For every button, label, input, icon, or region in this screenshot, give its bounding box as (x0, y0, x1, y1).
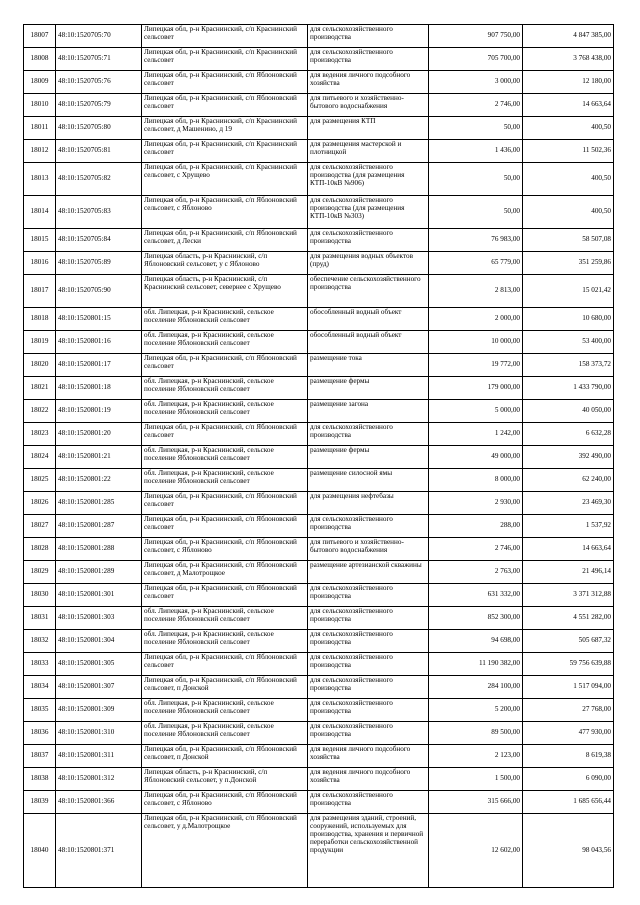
row-number-cell: 18018 (24, 308, 56, 331)
area-cell: 284 100,00 (429, 676, 523, 699)
area-cell: 1 242,00 (429, 423, 523, 446)
row-number-cell: 18008 (24, 48, 56, 71)
address-cell: Липецкая область, р-н Краснинский, с/п Яблоновский сельсовет, у с Яблоново (142, 252, 308, 275)
area-cell: 2 763,00 (429, 561, 523, 584)
permitted-use-cell: размещение загона (308, 400, 429, 423)
table-row (24, 492, 614, 515)
permitted-use-cell: для размещения водных объектов (пруд) (308, 252, 429, 275)
permitted-use-cell: для ведения личного подсобного хозяйства (308, 71, 429, 94)
table-row (24, 469, 614, 492)
table-row (24, 561, 614, 584)
cadastral-value-cell: 58 507,08 (523, 229, 614, 252)
permitted-use-cell: для сельскохозяйственного производства (308, 607, 429, 630)
address-cell: обл. Липецкая, р-н Краснинский, сельское поселение Яблоновский сельсовет (142, 308, 308, 331)
table-row (24, 722, 614, 745)
cadastral-value-cell: 40 050,00 (523, 400, 614, 423)
cadastral-value-cell: 3 768 438,00 (523, 48, 614, 71)
cadastral-number-cell: 48:10:1520801:312 (56, 768, 142, 791)
cadastral-value-cell: 98 043,56 (523, 814, 614, 888)
address-cell: обл. Липецкая, р-н Краснинский, сельское поселение Яблоновский сельсовет (142, 630, 308, 653)
table-row (24, 308, 614, 331)
address-cell: Липецкая обл, р-н Краснинский, с/п Яблоновский сельсовет, с Яблоново (142, 791, 308, 814)
address-cell: обл. Липецкая, р-н Краснинский, сельское поселение Яблоновский сельсовет (142, 607, 308, 630)
permitted-use-cell: для сельскохозяйственного производства (308, 584, 429, 607)
table-row (24, 354, 614, 377)
address-cell: обл. Липецкая, р-н Краснинский, сельское поселение Яблоновский сельсовет (142, 446, 308, 469)
address-cell: Липецкая обл, р-н Краснинский, с/п Яблоновский сельсовет (142, 584, 308, 607)
permitted-use-cell: для сельскохозяйственного производства (для размещения КТП-10кВ №303) (308, 196, 429, 229)
address-cell: Липецкая область, р-н Краснинский, с/п Яблоновский сельсовет, у п.Донской (142, 768, 308, 791)
table-row (24, 94, 614, 117)
area-cell: 19 772,00 (429, 354, 523, 377)
address-cell: Липецкая обл, р-н Краснинский, с/п Яблоновский сельсовет (142, 94, 308, 117)
area-cell: 8 000,00 (429, 469, 523, 492)
permitted-use-cell: для сельскохозяйственного производства (308, 515, 429, 538)
cadastral-value-cell: 59 756 639,88 (523, 653, 614, 676)
cadastral-value-cell: 21 496,14 (523, 561, 614, 584)
area-cell: 907 750,00 (429, 25, 523, 48)
permitted-use-cell: обеспечение сельскохозяйственного производства (308, 275, 429, 308)
row-number-cell: 18010 (24, 94, 56, 117)
row-number-cell: 18036 (24, 722, 56, 745)
cadastral-number-cell: 48:10:1520801:17 (56, 354, 142, 377)
address-cell: Липецкая обл, р-н Краснинский, с/п Яблоновский сельсовет (142, 423, 308, 446)
row-number-cell: 18032 (24, 630, 56, 653)
row-number-cell: 18034 (24, 676, 56, 699)
row-number-cell: 18026 (24, 492, 56, 515)
address-cell: Липецкая обл, р-н Краснинский, с/п Яблоновский сельсовет, с Яблоново (142, 196, 308, 229)
row-number-cell: 18023 (24, 423, 56, 446)
row-number-cell: 18014 (24, 196, 56, 229)
table-row (24, 252, 614, 275)
cadastral-number-cell: 48:10:1520801:309 (56, 699, 142, 722)
cadastral-number-cell: 48:10:1520801:307 (56, 676, 142, 699)
permitted-use-cell: для сельскохозяйственного производства (308, 630, 429, 653)
area-cell: 50,00 (429, 117, 523, 140)
permitted-use-cell: обособленный водный объект (308, 331, 429, 354)
row-number-cell: 18019 (24, 331, 56, 354)
cadastral-number-cell: 48:10:1520705:89 (56, 252, 142, 275)
cadastral-value-cell: 1 685 656,44 (523, 791, 614, 814)
row-number-cell: 18033 (24, 653, 56, 676)
permitted-use-cell: для ведения личного подсобного хозяйства (308, 745, 429, 768)
permitted-use-cell: для сельскохозяйственного производства (308, 699, 429, 722)
area-cell: 852 300,00 (429, 607, 523, 630)
table-row (24, 423, 614, 446)
area-cell: 3 000,00 (429, 71, 523, 94)
permitted-use-cell: для ведения личного подсобного хозяйства (308, 768, 429, 791)
cadastral-number-cell: 48:10:1520801:21 (56, 446, 142, 469)
cadastral-number-cell: 48:10:1520801:371 (56, 814, 142, 888)
cadastral-value-cell: 392 490,00 (523, 446, 614, 469)
permitted-use-cell: размещение артезианской скважины (308, 561, 429, 584)
address-cell: Липецкая обл, р-н Краснинский, с/п Яблоновский сельсовет, п Донской (142, 745, 308, 768)
address-cell: Липецкая обл, р-н Краснинский, с/п Яблоновский сельсовет, у д.Малотрощкое (142, 814, 308, 888)
row-number-cell: 18013 (24, 163, 56, 196)
row-number-cell: 18017 (24, 275, 56, 308)
table-row (24, 117, 614, 140)
table-row (24, 607, 614, 630)
permitted-use-cell: для размещения КТП (308, 117, 429, 140)
cadastral-value-cell: 4 551 282,00 (523, 607, 614, 630)
permitted-use-cell: для размещения нефтебазы (308, 492, 429, 515)
permitted-use-cell: для сельскохозяйственного производства (308, 48, 429, 71)
cadastral-value-cell: 53 400,00 (523, 331, 614, 354)
row-number-cell: 18037 (24, 745, 56, 768)
cadastral-value-cell: 14 663,64 (523, 94, 614, 117)
row-number-cell: 18038 (24, 768, 56, 791)
row-number-cell: 18012 (24, 140, 56, 163)
address-cell: Липецкая обл, р-н Краснинский, с/п Краснинский сельсовет (142, 48, 308, 71)
row-number-cell: 18021 (24, 377, 56, 400)
area-cell: 315 666,00 (429, 791, 523, 814)
permitted-use-cell: для сельскохозяйственного производства (для размещения КТП-10кВ №906) (308, 163, 429, 196)
cadastral-number-cell: 48:10:1520705:79 (56, 94, 142, 117)
address-cell: Липецкая обл, р-н Краснинский, с/п Яблоновский сельсовет, д Малотрощкое (142, 561, 308, 584)
row-number-cell: 18015 (24, 229, 56, 252)
cadastral-number-cell: 48:10:1520801:15 (56, 308, 142, 331)
permitted-use-cell: для сельскохозяйственного производства (308, 423, 429, 446)
row-number-cell: 18035 (24, 699, 56, 722)
table-row (24, 538, 614, 561)
row-number-cell: 18011 (24, 117, 56, 140)
cadastral-value-cell: 505 687,32 (523, 630, 614, 653)
address-cell: обл. Липецкая, р-н Краснинский, сельское поселение Яблоновский сельсовет (142, 469, 308, 492)
address-cell: обл. Липецкая, р-н Краснинский, сельское поселение Яблоновский сельсовет (142, 331, 308, 354)
permitted-use-cell: для питьевого и хозяйственно-бытового водоснабжения (308, 538, 429, 561)
table-row (24, 140, 614, 163)
address-cell: Липецкая область, р-н Краснинский, с/п Краснинский сельсовет, севернее с Хрущево (142, 275, 308, 308)
cadastral-value-cell: 14 663,64 (523, 538, 614, 561)
permitted-use-cell: обособленный водный объект (308, 308, 429, 331)
table-row (24, 377, 614, 400)
row-number-cell: 18029 (24, 561, 56, 584)
table-row (24, 229, 614, 252)
permitted-use-cell: для размещения мастерской и плотницкой (308, 140, 429, 163)
permitted-use-cell: размещение фермы (308, 377, 429, 400)
table-row (24, 331, 614, 354)
cadastral-value-cell: 400,50 (523, 163, 614, 196)
table-row (24, 48, 614, 71)
permitted-use-cell: для сельскохозяйственного производства (308, 229, 429, 252)
cadastral-number-cell: 48:10:1520801:22 (56, 469, 142, 492)
permitted-use-cell: для сельскохозяйственного производства (308, 653, 429, 676)
row-number-cell: 18027 (24, 515, 56, 538)
address-cell: Липецкая обл, р-н Краснинский, с/п Яблоновский сельсовет (142, 354, 308, 377)
cadastral-value-cell: 6 632,28 (523, 423, 614, 446)
cadastral-value-cell: 158 373,72 (523, 354, 614, 377)
cadastral-number-cell: 48:10:1520705:76 (56, 71, 142, 94)
table-row (24, 745, 614, 768)
cadastral-value-cell: 4 847 385,00 (523, 25, 614, 48)
address-cell: Липецкая обл, р-н Краснинский, с/п Яблоновский сельсовет (142, 653, 308, 676)
cadastral-number-cell: 48:10:1520705:90 (56, 275, 142, 308)
address-cell: Липецкая обл, р-н Краснинский, с/п Яблоновский сельсовет, д Лески (142, 229, 308, 252)
area-cell: 50,00 (429, 163, 523, 196)
address-cell: Липецкая обл, р-н Краснинский, с/п Яблоновский сельсовет (142, 71, 308, 94)
cadastral-number-cell: 48:10:1520801:311 (56, 745, 142, 768)
row-number-cell: 18016 (24, 252, 56, 275)
cadastral-number-cell: 48:10:1520801:285 (56, 492, 142, 515)
land-plots-table (23, 24, 614, 888)
cadastral-number-cell: 48:10:1520801:287 (56, 515, 142, 538)
row-number-cell: 18039 (24, 791, 56, 814)
cadastral-value-cell: 3 371 312,88 (523, 584, 614, 607)
cadastral-number-cell: 48:10:1520801:20 (56, 423, 142, 446)
area-cell: 94 698,00 (429, 630, 523, 653)
cadastral-value-cell: 11 502,36 (523, 140, 614, 163)
permitted-use-cell: размещение силосной ямы (308, 469, 429, 492)
row-number-cell: 18031 (24, 607, 56, 630)
address-cell: обл. Липецкая, р-н Краснинский, сельское поселение Яблоновский сельсовет (142, 400, 308, 423)
cadastral-number-cell: 48:10:1520801:303 (56, 607, 142, 630)
table-row (24, 163, 614, 196)
permitted-use-cell: размещение фермы (308, 446, 429, 469)
area-cell: 50,00 (429, 196, 523, 229)
row-number-cell: 18020 (24, 354, 56, 377)
cadastral-number-cell: 48:10:1520705:71 (56, 48, 142, 71)
row-number-cell: 18022 (24, 400, 56, 423)
cadastral-value-cell: 62 240,00 (523, 469, 614, 492)
permitted-use-cell: размещение тока (308, 354, 429, 377)
address-cell: Липецкая обл, р-н Краснинский, с/п Краснинский сельсовет (142, 140, 308, 163)
permitted-use-cell: для сельскохозяйственного производства (308, 25, 429, 48)
cadastral-value-cell: 400,50 (523, 117, 614, 140)
area-cell: 179 000,00 (429, 377, 523, 400)
cadastral-number-cell: 48:10:1520801:19 (56, 400, 142, 423)
cadastral-value-cell: 400,50 (523, 196, 614, 229)
cadastral-number-cell: 48:10:1520801:366 (56, 791, 142, 814)
address-cell: обл. Липецкая, р-н Краснинский, сельское поселение Яблоновский сельсовет (142, 722, 308, 745)
row-number-cell: 18025 (24, 469, 56, 492)
area-cell: 2 930,00 (429, 492, 523, 515)
area-cell: 2 813,00 (429, 275, 523, 308)
address-cell: Липецкая обл, р-н Краснинский, с/п Краснинский сельсовет (142, 25, 308, 48)
permitted-use-cell: для сельскохозяйственного производства (308, 722, 429, 745)
address-cell: Липецкая обл, р-н Краснинский, с/п Краснинский сельсовет, с Хрущево (142, 163, 308, 196)
table-row (24, 630, 614, 653)
row-number-cell: 18040 (24, 814, 56, 888)
cadastral-value-cell: 15 021,42 (523, 275, 614, 308)
cadastral-number-cell: 48:10:1520705:70 (56, 25, 142, 48)
table-row (24, 25, 614, 48)
cadastral-number-cell: 48:10:1520801:305 (56, 653, 142, 676)
address-cell: обл. Липецкая, р-н Краснинский, сельское поселение Яблоновский сельсовет (142, 699, 308, 722)
area-cell: 12 602,00 (429, 814, 523, 888)
row-number-cell: 18007 (24, 25, 56, 48)
cadastral-number-cell: 48:10:1520801:301 (56, 584, 142, 607)
area-cell: 2 123,00 (429, 745, 523, 768)
cadastral-value-cell: 12 180,00 (523, 71, 614, 94)
table-row (24, 275, 614, 308)
cadastral-value-cell: 10 680,00 (523, 308, 614, 331)
area-cell: 10 000,00 (429, 331, 523, 354)
address-cell: обл. Липецкая, р-н Краснинский, сельское поселение Яблоновский сельсовет (142, 377, 308, 400)
area-cell: 2 746,00 (429, 538, 523, 561)
area-cell: 1 500,00 (429, 768, 523, 791)
address-cell: Липецкая обл, р-н Краснинский, с/п Яблоновский сельсовет (142, 515, 308, 538)
address-cell: Липецкая обл, р-н Краснинский, с/п Яблоновский сельсовет, с Яблоново (142, 538, 308, 561)
cadastral-value-cell: 27 768,00 (523, 699, 614, 722)
cadastral-number-cell: 48:10:1520801:16 (56, 331, 142, 354)
area-cell: 1 436,00 (429, 140, 523, 163)
cadastral-value-cell: 477 930,00 (523, 722, 614, 745)
cadastral-number-cell: 48:10:1520705:83 (56, 196, 142, 229)
cadastral-value-cell: 8 619,38 (523, 745, 614, 768)
area-cell: 705 700,00 (429, 48, 523, 71)
area-cell: 631 332,00 (429, 584, 523, 607)
area-cell: 5 200,00 (429, 699, 523, 722)
address-cell: Липецкая обл, р-н Краснинский, с/п Яблоновский сельсовет, п Донской (142, 676, 308, 699)
table-row (24, 699, 614, 722)
cadastral-number-cell: 48:10:1520705:84 (56, 229, 142, 252)
table-row (24, 814, 614, 888)
area-cell: 65 779,00 (429, 252, 523, 275)
table-row (24, 584, 614, 607)
row-number-cell: 18009 (24, 71, 56, 94)
row-number-cell: 18024 (24, 446, 56, 469)
cadastral-value-cell: 23 469,30 (523, 492, 614, 515)
permitted-use-cell: для размещения зданий, строений, сооружений, используемых для производства, хранения и первичной переработки сельскохозяйственной продукции (308, 814, 429, 888)
table-row (24, 653, 614, 676)
table-row (24, 791, 614, 814)
cadastral-number-cell: 48:10:1520801:304 (56, 630, 142, 653)
permitted-use-cell: для сельскохозяйственного производства (308, 676, 429, 699)
cadastral-number-cell: 48:10:1520705:81 (56, 140, 142, 163)
cadastral-number-cell: 48:10:1520705:80 (56, 117, 142, 140)
permitted-use-cell: для питьевого и хозяйственно-бытового водоснабжения (308, 94, 429, 117)
table-row (24, 768, 614, 791)
table-row (24, 196, 614, 229)
cadastral-value-cell: 1 537,92 (523, 515, 614, 538)
address-cell: Липецкая обл, р-н Краснинский, с/п Краснинский сельсовет, д Машенино, д 19 (142, 117, 308, 140)
cadastral-value-cell: 1 517 094,00 (523, 676, 614, 699)
cadastral-value-cell: 351 259,86 (523, 252, 614, 275)
area-cell: 49 000,00 (429, 446, 523, 469)
cadastral-number-cell: 48:10:1520801:289 (56, 561, 142, 584)
area-cell: 89 500,00 (429, 722, 523, 745)
cadastral-value-cell: 1 433 790,00 (523, 377, 614, 400)
table-row (24, 515, 614, 538)
row-number-cell: 18030 (24, 584, 56, 607)
cadastral-value-cell: 6 090,00 (523, 768, 614, 791)
area-cell: 288,00 (429, 515, 523, 538)
area-cell: 76 983,00 (429, 229, 523, 252)
permitted-use-cell: для сельскохозяйственного производства (308, 791, 429, 814)
table-row (24, 400, 614, 423)
row-number-cell: 18028 (24, 538, 56, 561)
area-cell: 11 190 382,00 (429, 653, 523, 676)
area-cell: 2 746,00 (429, 94, 523, 117)
area-cell: 2 000,00 (429, 308, 523, 331)
table-row (24, 676, 614, 699)
cadastral-number-cell: 48:10:1520801:18 (56, 377, 142, 400)
table-row (24, 446, 614, 469)
table-row (24, 71, 614, 94)
cadastral-number-cell: 48:10:1520705:82 (56, 163, 142, 196)
area-cell: 5 000,00 (429, 400, 523, 423)
cadastral-number-cell: 48:10:1520801:288 (56, 538, 142, 561)
address-cell: Липецкая обл, р-н Краснинский, с/п Яблоновский сельсовет (142, 492, 308, 515)
cadastral-number-cell: 48:10:1520801:310 (56, 722, 142, 745)
